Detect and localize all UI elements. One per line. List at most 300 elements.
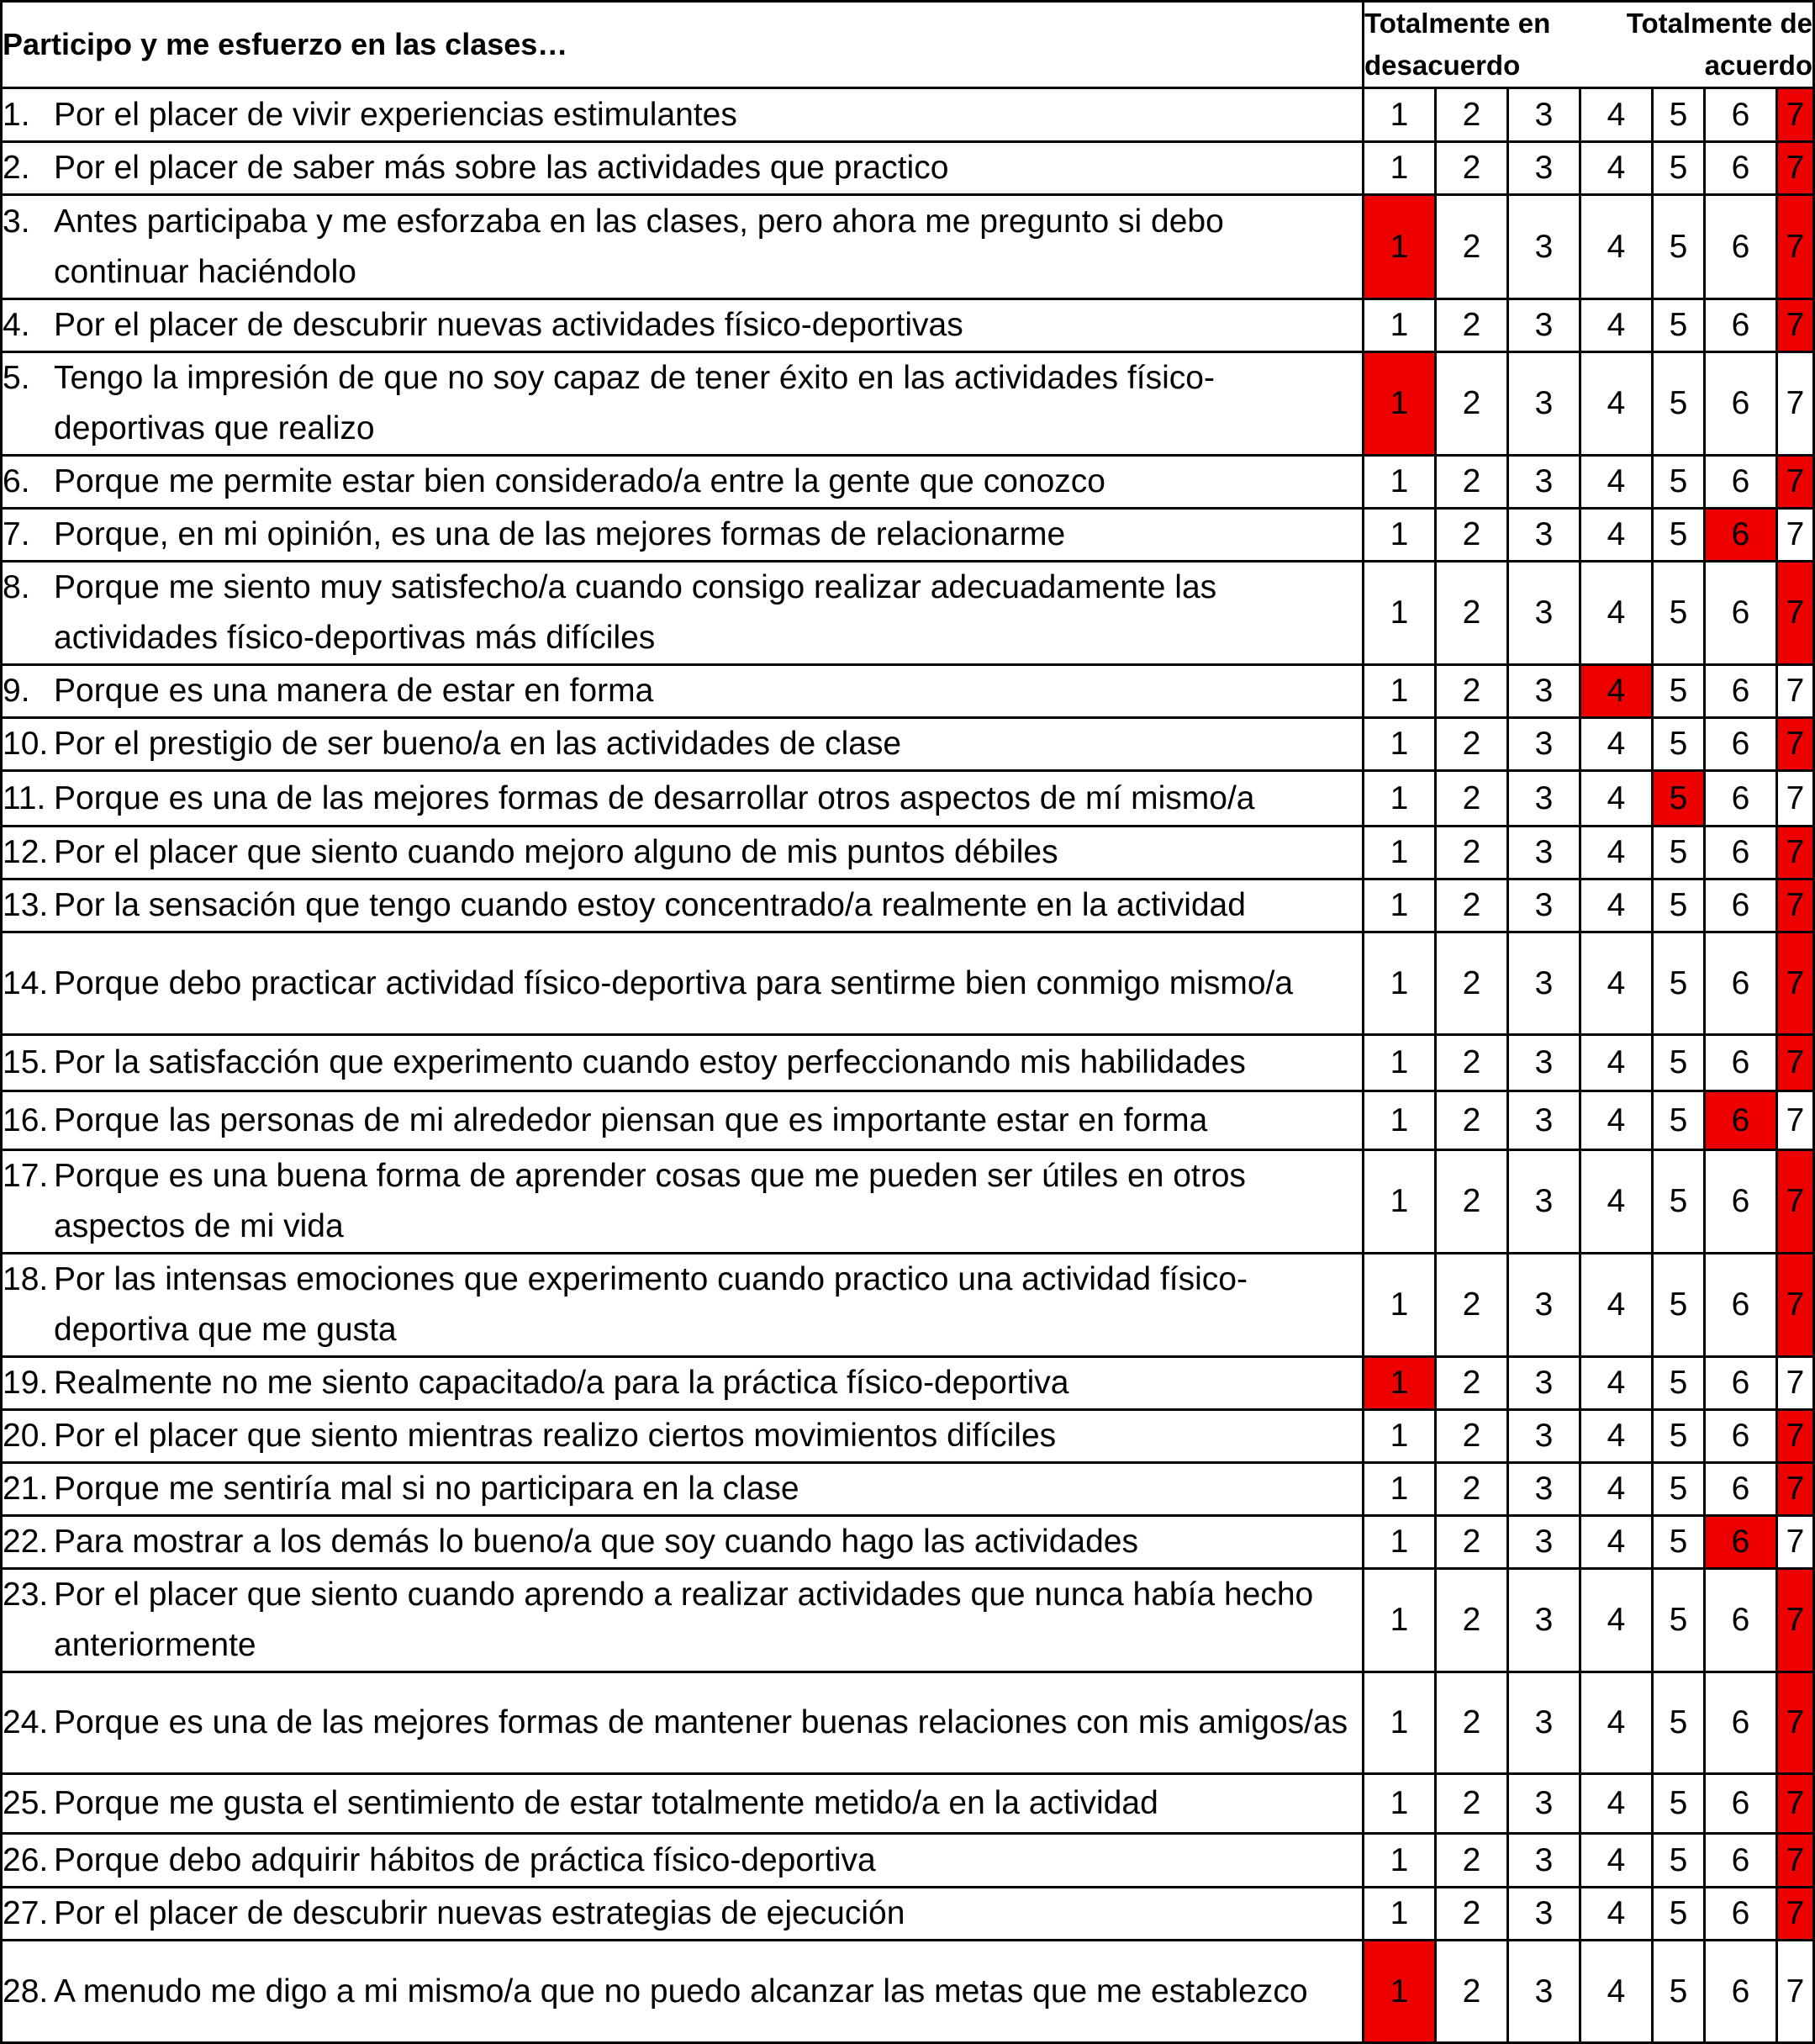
item-number: 7. — [3, 516, 30, 552]
likert-option-5[interactable]: 5 — [1653, 1150, 1705, 1254]
item-text: Por el placer que siento cuando mejoro alguno de mis puntos débiles — [54, 834, 1058, 870]
likert-option-7[interactable]: 7 — [1777, 718, 1814, 771]
likert-option-7[interactable]: 7 — [1777, 1463, 1814, 1516]
likert-option-7[interactable]: 7 — [1777, 1774, 1814, 1834]
likert-option-4[interactable]: 4 — [1580, 771, 1653, 827]
likert-option-5[interactable]: 5 — [1653, 1941, 1705, 2043]
likert-option-3[interactable]: 3 — [1508, 1410, 1580, 1463]
likert-option-6[interactable]: 6 — [1705, 88, 1777, 142]
item-number: 26. — [3, 1841, 49, 1878]
item-text: Realmente no me siento capacitado/a para la práctica físico-deportiva — [54, 1365, 1069, 1401]
likert-option-2[interactable]: 2 — [1436, 352, 1508, 456]
item-row — [2, 1941, 1814, 2043]
likert-option-5[interactable]: 5 — [1653, 827, 1705, 879]
likert-option-3[interactable]: 3 — [1508, 299, 1580, 352]
likert-option-1[interactable]: 1 — [1364, 509, 1436, 562]
likert-option-4[interactable]: 4 — [1580, 1254, 1653, 1357]
likert-option-3[interactable]: 3 — [1508, 879, 1580, 932]
likert-option-2[interactable]: 2 — [1436, 771, 1508, 827]
item-row — [2, 195, 1814, 299]
likert-option-6[interactable]: 6 — [1705, 1091, 1777, 1150]
likert-option-1[interactable]: 1 — [1364, 195, 1436, 299]
likert-option-3[interactable]: 3 — [1508, 665, 1580, 718]
likert-option-7[interactable]: 7 — [1777, 665, 1814, 718]
likert-option-2[interactable]: 2 — [1436, 1834, 1508, 1888]
likert-option-2[interactable]: 2 — [1436, 509, 1508, 562]
likert-option-4[interactable]: 4 — [1580, 1774, 1653, 1834]
likert-option-7[interactable]: 7 — [1777, 1254, 1814, 1357]
likert-option-3[interactable]: 3 — [1508, 1516, 1580, 1569]
likert-option-4[interactable]: 4 — [1580, 1569, 1653, 1672]
likert-option-1[interactable]: 1 — [1364, 932, 1436, 1035]
likert-option-3[interactable]: 3 — [1508, 509, 1580, 562]
likert-option-7[interactable]: 7 — [1777, 509, 1814, 562]
likert-option-7[interactable]: 7 — [1777, 456, 1814, 509]
item-text: Por la satisfacción que experimento cuando estoy perfeccionando mis habilidades — [54, 1044, 1246, 1080]
likert-option-1[interactable]: 1 — [1364, 1672, 1436, 1774]
item-row — [2, 665, 1814, 718]
likert-option-6[interactable]: 6 — [1705, 1035, 1777, 1091]
likert-option-3[interactable]: 3 — [1508, 1888, 1580, 1941]
likert-option-7[interactable]: 7 — [1777, 827, 1814, 879]
likert-option-7[interactable]: 7 — [1777, 88, 1814, 142]
likert-option-5[interactable]: 5 — [1653, 562, 1705, 665]
likert-option-6[interactable]: 6 — [1705, 299, 1777, 352]
likert-option-4[interactable]: 4 — [1580, 456, 1653, 509]
likert-option-6[interactable]: 6 — [1705, 1410, 1777, 1463]
item-statement — [2, 1357, 1364, 1410]
likert-option-5[interactable]: 5 — [1653, 1774, 1705, 1834]
likert-option-6[interactable]: 6 — [1705, 509, 1777, 562]
likert-option-2[interactable]: 2 — [1436, 88, 1508, 142]
item-number: 6. — [3, 463, 30, 499]
item-statement — [2, 562, 1364, 665]
item-row — [2, 456, 1814, 509]
item-text: Porque es una de las mejores formas de mantener buenas relaciones con mis amigos/as — [54, 1704, 1348, 1740]
likert-option-5[interactable]: 5 — [1653, 1888, 1705, 1941]
item-number: 24. — [3, 1704, 49, 1740]
item-row — [2, 1888, 1814, 1941]
item-text: Porque me permite estar bien considerado/a entre la gente que conozco — [54, 463, 1105, 499]
likert-option-6[interactable]: 6 — [1705, 1834, 1777, 1888]
item-row — [2, 1672, 1814, 1774]
likert-option-3[interactable]: 3 — [1508, 1463, 1580, 1516]
item-number: 11. — [3, 779, 46, 816]
item-statement — [2, 1888, 1364, 1941]
likert-option-5[interactable]: 5 — [1653, 932, 1705, 1035]
likert-option-3[interactable]: 3 — [1508, 1357, 1580, 1410]
item-number: 23. — [3, 1577, 49, 1613]
likert-option-4[interactable]: 4 — [1580, 1150, 1653, 1254]
likert-option-4[interactable]: 4 — [1580, 352, 1653, 456]
likert-option-6[interactable]: 6 — [1705, 1888, 1777, 1941]
likert-option-7[interactable]: 7 — [1777, 1035, 1814, 1091]
item-text: Por el placer de descubrir nuevas estrategias de ejecución — [54, 1895, 905, 1931]
item-row — [2, 88, 1814, 142]
item-text: Porque, en mi opinión, es una de las mejores formas de relacionarme — [54, 516, 1066, 552]
likert-option-7[interactable]: 7 — [1777, 1672, 1814, 1774]
likert-option-5[interactable]: 5 — [1653, 299, 1705, 352]
likert-option-2[interactable]: 2 — [1436, 562, 1508, 665]
questionnaire-stem: Participo y me esfuerzo en las clases… — [2, 2, 1364, 88]
likert-option-7[interactable]: 7 — [1777, 562, 1814, 665]
item-number: 27. — [3, 1895, 49, 1931]
item-statement — [2, 718, 1364, 771]
likert-option-7[interactable]: 7 — [1777, 1150, 1814, 1254]
item-number: 28. — [3, 1973, 49, 2010]
likert-option-4[interactable]: 4 — [1580, 1941, 1653, 2043]
likert-option-3[interactable]: 3 — [1508, 1774, 1580, 1834]
item-number: 21. — [3, 1471, 49, 1507]
likert-option-1[interactable]: 1 — [1364, 1254, 1436, 1357]
likert-option-3[interactable]: 3 — [1508, 88, 1580, 142]
item-statement — [2, 88, 1364, 142]
likert-option-6[interactable]: 6 — [1705, 1569, 1777, 1672]
likert-option-5[interactable]: 5 — [1653, 1516, 1705, 1569]
likert-option-2[interactable]: 2 — [1436, 1888, 1508, 1941]
likert-option-7[interactable]: 7 — [1777, 1410, 1814, 1463]
likert-option-7[interactable]: 7 — [1777, 932, 1814, 1035]
item-row — [2, 1410, 1814, 1463]
likert-option-5[interactable]: 5 — [1653, 1035, 1705, 1091]
item-statement — [2, 932, 1364, 1035]
likert-option-5[interactable]: 5 — [1653, 665, 1705, 718]
item-number: 15. — [3, 1044, 49, 1080]
likert-option-3[interactable]: 3 — [1508, 932, 1580, 1035]
item-statement — [2, 142, 1364, 195]
likert-option-6[interactable]: 6 — [1705, 771, 1777, 827]
likert-option-6[interactable]: 6 — [1705, 456, 1777, 509]
item-text: Por el placer que siento mientras realizo ciertos movimientos difíciles — [54, 1418, 1057, 1454]
likert-option-7[interactable]: 7 — [1777, 1357, 1814, 1410]
likert-option-1[interactable]: 1 — [1364, 1834, 1436, 1888]
item-text: Porque me sentiría mal si no participara en la clase — [54, 1471, 799, 1507]
likert-option-4[interactable]: 4 — [1580, 1463, 1653, 1516]
item-text: Por el prestigio de ser bueno/a en las actividades de clase — [54, 726, 902, 762]
likert-option-1[interactable]: 1 — [1364, 562, 1436, 665]
item-number: 25. — [3, 1785, 49, 1821]
likert-option-3[interactable]: 3 — [1508, 1150, 1580, 1254]
item-statement — [2, 1035, 1364, 1091]
likert-option-6[interactable]: 6 — [1705, 1463, 1777, 1516]
likert-option-5[interactable]: 5 — [1653, 1672, 1705, 1774]
item-row — [2, 299, 1814, 352]
likert-option-7[interactable]: 7 — [1777, 352, 1814, 456]
item-text: Por el placer de saber más sobre las actividades que practico — [54, 150, 949, 186]
likert-option-2[interactable]: 2 — [1436, 879, 1508, 932]
item-row — [2, 1516, 1814, 1569]
likert-option-5[interactable]: 5 — [1653, 1569, 1705, 1672]
item-row — [2, 1569, 1814, 1672]
likert-option-2[interactable]: 2 — [1436, 1516, 1508, 1569]
item-statement — [2, 456, 1364, 509]
likert-option-5[interactable]: 5 — [1653, 142, 1705, 195]
likert-option-6[interactable]: 6 — [1705, 827, 1777, 879]
likert-option-1[interactable]: 1 — [1364, 1357, 1436, 1410]
likert-option-1[interactable]: 1 — [1364, 88, 1436, 142]
likert-option-4[interactable]: 4 — [1580, 1357, 1653, 1410]
likert-option-2[interactable]: 2 — [1436, 1254, 1508, 1357]
item-statement — [2, 1569, 1364, 1672]
likert-option-7[interactable]: 7 — [1777, 1941, 1814, 2043]
item-statement — [2, 1941, 1364, 2043]
item-row — [2, 932, 1814, 1035]
likert-option-1[interactable]: 1 — [1364, 1035, 1436, 1091]
item-text: Por las intensas emociones que experimento cuando practico una actividad físico-deportiva que me gusta — [54, 1261, 1248, 1348]
item-row — [2, 879, 1814, 932]
likert-option-3[interactable]: 3 — [1508, 142, 1580, 195]
likert-option-6[interactable]: 6 — [1705, 1774, 1777, 1834]
likert-option-3[interactable]: 3 — [1508, 1091, 1580, 1150]
item-number: 19. — [3, 1365, 49, 1401]
item-row — [2, 827, 1814, 879]
likert-option-1[interactable]: 1 — [1364, 1463, 1436, 1516]
item-statement — [2, 771, 1364, 827]
item-statement — [2, 1254, 1364, 1357]
likert-option-4[interactable]: 4 — [1580, 1516, 1653, 1569]
likert-option-1[interactable]: 1 — [1364, 1941, 1436, 2043]
likert-option-5[interactable]: 5 — [1653, 879, 1705, 932]
item-number: 17. — [3, 1158, 49, 1194]
header-row — [2, 2, 1814, 88]
likert-option-5[interactable]: 5 — [1653, 88, 1705, 142]
likert-option-4[interactable]: 4 — [1580, 142, 1653, 195]
likert-option-6[interactable]: 6 — [1705, 1357, 1777, 1410]
item-statement — [2, 1463, 1364, 1516]
likert-option-3[interactable]: 3 — [1508, 1941, 1580, 2043]
item-text: Porque me siento muy satisfecho/a cuando consigo realizar adecuadamente las actividades físico-deportivas más difíciles — [54, 569, 1217, 656]
likert-option-7[interactable]: 7 — [1777, 879, 1814, 932]
likert-option-1[interactable]: 1 — [1364, 827, 1436, 879]
item-number: 4. — [3, 307, 30, 343]
likert-option-4[interactable]: 4 — [1580, 879, 1653, 932]
likert-option-4[interactable]: 4 — [1580, 932, 1653, 1035]
likert-option-6[interactable]: 6 — [1705, 665, 1777, 718]
item-statement — [2, 1091, 1364, 1150]
item-row — [2, 1774, 1814, 1834]
item-text: Por el placer de vivir experiencias estimulantes — [54, 96, 737, 133]
likert-option-2[interactable]: 2 — [1436, 1463, 1508, 1516]
item-statement — [2, 352, 1364, 456]
item-statement — [2, 509, 1364, 562]
likert-option-6[interactable]: 6 — [1705, 1672, 1777, 1774]
likert-option-4[interactable]: 4 — [1580, 562, 1653, 665]
likert-option-3[interactable]: 3 — [1508, 1672, 1580, 1774]
likert-option-1[interactable]: 1 — [1364, 1569, 1436, 1672]
likert-option-4[interactable]: 4 — [1580, 665, 1653, 718]
scale-right-anchor-bottom: acuerdo — [1704, 50, 1813, 81]
likert-option-6[interactable]: 6 — [1705, 1516, 1777, 1569]
likert-option-6[interactable]: 6 — [1705, 352, 1777, 456]
item-statement — [2, 665, 1364, 718]
item-statement — [2, 1672, 1364, 1774]
item-row — [2, 509, 1814, 562]
likert-option-4[interactable]: 4 — [1580, 1672, 1653, 1774]
item-number: 20. — [3, 1418, 49, 1454]
likert-option-5[interactable]: 5 — [1653, 771, 1705, 827]
item-statement — [2, 1774, 1364, 1834]
likert-option-6[interactable]: 6 — [1705, 142, 1777, 195]
scale-anchors — [1364, 2, 1814, 88]
likert-option-3[interactable]: 3 — [1508, 456, 1580, 509]
likert-option-1[interactable]: 1 — [1364, 1888, 1436, 1941]
likert-option-5[interactable]: 5 — [1653, 1410, 1705, 1463]
item-row — [2, 718, 1814, 771]
likert-option-5[interactable]: 5 — [1653, 509, 1705, 562]
likert-option-6[interactable]: 6 — [1705, 1254, 1777, 1357]
likert-option-1[interactable]: 1 — [1364, 456, 1436, 509]
item-number: 22. — [3, 1524, 49, 1560]
likert-option-3[interactable]: 3 — [1508, 1035, 1580, 1091]
likert-option-2[interactable]: 2 — [1436, 827, 1508, 879]
likert-option-2[interactable]: 2 — [1436, 1035, 1508, 1091]
item-row — [2, 142, 1814, 195]
item-number: 2. — [3, 150, 30, 186]
item-row — [2, 1035, 1814, 1091]
item-number: 14. — [3, 964, 49, 1001]
likert-option-2[interactable]: 2 — [1436, 718, 1508, 771]
likert-option-4[interactable]: 4 — [1580, 1410, 1653, 1463]
likert-option-7[interactable]: 7 — [1777, 1516, 1814, 1569]
item-row — [2, 1834, 1814, 1888]
likert-option-4[interactable]: 4 — [1580, 195, 1653, 299]
item-number: 3. — [3, 203, 30, 240]
likert-option-5[interactable]: 5 — [1653, 456, 1705, 509]
item-text: Tengo la impresión de que no soy capaz de tener éxito en las actividades físico-deportivas que realizo — [54, 360, 1215, 446]
likert-option-2[interactable]: 2 — [1436, 665, 1508, 718]
likert-option-3[interactable]: 3 — [1508, 352, 1580, 456]
likert-option-5[interactable]: 5 — [1653, 352, 1705, 456]
likert-option-5[interactable]: 5 — [1653, 1357, 1705, 1410]
likert-option-1[interactable]: 1 — [1364, 352, 1436, 456]
likert-option-4[interactable]: 4 — [1580, 509, 1653, 562]
likert-option-6[interactable]: 6 — [1705, 1941, 1777, 2043]
likert-option-2[interactable]: 2 — [1436, 1091, 1508, 1150]
item-statement — [2, 299, 1364, 352]
item-text: Porque es una de las mejores formas de desarrollar otros aspectos de mí mismo/a — [54, 779, 1255, 816]
item-number: 10. — [3, 726, 49, 762]
likert-option-2[interactable]: 2 — [1436, 195, 1508, 299]
likert-option-6[interactable]: 6 — [1705, 879, 1777, 932]
likert-option-6[interactable]: 6 — [1705, 195, 1777, 299]
likert-option-4[interactable]: 4 — [1580, 88, 1653, 142]
likert-option-5[interactable]: 5 — [1653, 195, 1705, 299]
likert-option-4[interactable]: 4 — [1580, 1091, 1653, 1150]
likert-option-6[interactable]: 6 — [1705, 718, 1777, 771]
likert-option-1[interactable]: 1 — [1364, 665, 1436, 718]
likert-option-3[interactable]: 3 — [1508, 1254, 1580, 1357]
item-row — [2, 1150, 1814, 1254]
likert-option-4[interactable]: 4 — [1580, 1888, 1653, 1941]
likert-option-7[interactable]: 7 — [1777, 1569, 1814, 1672]
item-statement — [2, 195, 1364, 299]
likert-option-3[interactable]: 3 — [1508, 195, 1580, 299]
likert-option-5[interactable]: 5 — [1653, 1091, 1705, 1150]
item-text: Porque es una buena forma de aprender cosas que me pueden ser útiles en otros aspectos de mi vida — [54, 1158, 1246, 1244]
likert-option-3[interactable]: 3 — [1508, 827, 1580, 879]
likert-option-6[interactable]: 6 — [1705, 932, 1777, 1035]
likert-option-2[interactable]: 2 — [1436, 1410, 1508, 1463]
scale-right-anchor-top: Totalmente de — [1626, 8, 1813, 39]
likert-option-1[interactable]: 1 — [1364, 299, 1436, 352]
likert-option-1[interactable]: 1 — [1364, 879, 1436, 932]
likert-option-5[interactable]: 5 — [1653, 1254, 1705, 1357]
likert-option-1[interactable]: 1 — [1364, 1410, 1436, 1463]
item-text: Porque debo adquirir hábitos de práctica físico-deportiva — [54, 1841, 876, 1878]
item-number: 13. — [3, 887, 49, 923]
likert-option-3[interactable]: 3 — [1508, 771, 1580, 827]
likert-option-4[interactable]: 4 — [1580, 827, 1653, 879]
item-text: Porque es una manera de estar en forma — [54, 673, 654, 709]
likert-option-2[interactable]: 2 — [1436, 1941, 1508, 2043]
likert-option-2[interactable]: 2 — [1436, 1672, 1508, 1774]
likert-option-3[interactable]: 3 — [1508, 718, 1580, 771]
likert-option-1[interactable]: 1 — [1364, 1150, 1436, 1254]
likert-option-7[interactable]: 7 — [1777, 299, 1814, 352]
likert-option-4[interactable]: 4 — [1580, 718, 1653, 771]
likert-option-2[interactable]: 2 — [1436, 1357, 1508, 1410]
likert-option-3[interactable]: 3 — [1508, 1834, 1580, 1888]
likert-option-7[interactable]: 7 — [1777, 1834, 1814, 1888]
item-statement — [2, 1516, 1364, 1569]
item-row — [2, 352, 1814, 456]
likert-option-2[interactable]: 2 — [1436, 456, 1508, 509]
item-number: 1. — [3, 96, 30, 133]
likert-option-2[interactable]: 2 — [1436, 932, 1508, 1035]
item-statement — [2, 879, 1364, 932]
likert-option-5[interactable]: 5 — [1653, 1463, 1705, 1516]
scale-left-anchor-top: Totalmente en — [1364, 8, 1551, 39]
likert-option-7[interactable]: 7 — [1777, 142, 1814, 195]
item-text: Para mostrar a los demás lo bueno/a que soy cuando hago las actividades — [54, 1524, 1138, 1560]
item-number: 16. — [3, 1101, 49, 1138]
likert-option-1[interactable]: 1 — [1364, 771, 1436, 827]
likert-option-4[interactable]: 4 — [1580, 299, 1653, 352]
likert-option-2[interactable]: 2 — [1436, 1569, 1508, 1672]
item-row — [2, 562, 1814, 665]
likert-option-7[interactable]: 7 — [1777, 195, 1814, 299]
likert-option-6[interactable]: 6 — [1705, 1150, 1777, 1254]
likert-option-4[interactable]: 4 — [1580, 1035, 1653, 1091]
likert-option-7[interactable]: 7 — [1777, 1888, 1814, 1941]
likert-option-2[interactable]: 2 — [1436, 299, 1508, 352]
item-statement — [2, 1834, 1364, 1888]
likert-option-2[interactable]: 2 — [1436, 142, 1508, 195]
likert-option-5[interactable]: 5 — [1653, 718, 1705, 771]
likert-option-1[interactable]: 1 — [1364, 1516, 1436, 1569]
item-text: Porque debo practicar actividad físico-deportiva para sentirme bien conmigo mismo/a — [54, 964, 1294, 1001]
likert-option-5[interactable]: 5 — [1653, 1834, 1705, 1888]
item-number: 5. — [3, 360, 30, 396]
likert-option-1[interactable]: 1 — [1364, 718, 1436, 771]
item-text: Por el placer de descubrir nuevas actividades físico-deportivas — [54, 307, 963, 343]
likert-option-7[interactable]: 7 — [1777, 1091, 1814, 1150]
likert-option-2[interactable]: 2 — [1436, 1150, 1508, 1254]
item-row — [2, 771, 1814, 827]
likert-option-3[interactable]: 3 — [1508, 562, 1580, 665]
likert-option-6[interactable]: 6 — [1705, 562, 1777, 665]
item-row — [2, 1254, 1814, 1357]
likert-option-7[interactable]: 7 — [1777, 771, 1814, 827]
likert-option-1[interactable]: 1 — [1364, 1091, 1436, 1150]
item-statement — [2, 1150, 1364, 1254]
item-statement — [2, 1410, 1364, 1463]
likert-option-1[interactable]: 1 — [1364, 1774, 1436, 1834]
likert-option-2[interactable]: 2 — [1436, 1774, 1508, 1834]
likert-option-1[interactable]: 1 — [1364, 142, 1436, 195]
likert-option-3[interactable]: 3 — [1508, 1569, 1580, 1672]
likert-option-4[interactable]: 4 — [1580, 1834, 1653, 1888]
